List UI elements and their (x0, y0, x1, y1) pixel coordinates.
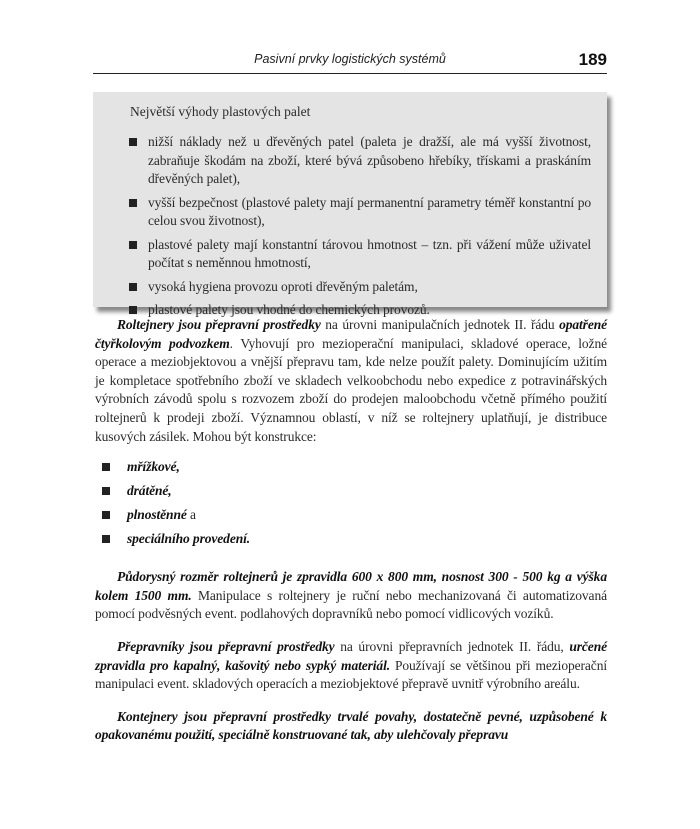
square-bullet-icon (102, 487, 110, 495)
bold-term: Půdorysný rozměr roltejnerů je zpravidla 600 x 800 mm, nosnost 300 - 500 kg a výška kolem 1500 mm. (95, 569, 607, 603)
square-bullet-icon (102, 463, 110, 471)
text: na úrovni manipulačních jednotek II. řádu (320, 317, 560, 332)
item-text: vysoká hygiena provozu oproti dřevěným paletám, (148, 278, 418, 294)
text: na úrovni přepravních jednotek II. řádu, (334, 638, 570, 654)
item-text: speciálního provedení. (127, 531, 251, 547)
box-title: Největší výhody plastových palet (130, 104, 311, 119)
body-text (95, 316, 607, 765)
header-rule (93, 73, 607, 74)
list-item (129, 278, 591, 297)
item-text: mřížkové, (127, 459, 180, 475)
advantages-box (93, 92, 607, 317)
list-item (129, 133, 591, 189)
list-item (102, 530, 607, 554)
advantages-list (129, 133, 591, 325)
square-bullet-icon (129, 241, 137, 249)
list-item (102, 458, 607, 482)
square-bullet-icon (102, 535, 110, 543)
item-suffix: a (186, 507, 196, 523)
bold-term: Kontejnery jsou přepravní prostředky trvalé povahy, dostatečně pevné, uzpůsobené k opakovanému použití, speciálně konstruované tak, aby ulehčovaly přepravu (95, 708, 607, 743)
list-item (102, 482, 607, 506)
list-item (102, 506, 607, 530)
square-bullet-icon (102, 511, 110, 519)
list-item (129, 236, 591, 273)
item-text: plastové palety mají konstantní tárovou hmotnost – tzn. při vážení může uživatel počítat s neměnnou hmotností, (148, 236, 591, 270)
paragraph-dimensions (95, 568, 607, 624)
bold-term: Roltejnery jsou přepravní prostředky (117, 317, 321, 332)
paragraph-kontejnery (95, 708, 607, 745)
item-text: vyšší bezpečnost (plastové palety mají permanentní parametry téměř konstantní po celou svou životnost), (148, 194, 591, 228)
square-bullet-icon (129, 199, 137, 207)
square-bullet-icon (129, 306, 137, 314)
item-text: plastové palety jsou vhodné do chemických provozů. (148, 302, 430, 317)
bold-term: opatřené čtyřkolovým podvozkem (95, 317, 608, 351)
bold-term: Přepravníky jsou přepravní prostředky (117, 638, 335, 654)
item-text: nižší náklady než u dřevěných patel (paleta je dražší, ale má vyšší životnost, zabraňuje škodám na zboží, které bývá způsobeno hřebíky, třískami a praskáním dřevěných palet), (148, 134, 591, 186)
item-text: drátěné, (127, 483, 172, 499)
list-item (129, 194, 591, 231)
running-header-title: Pasivní prvky logistických systémů (254, 52, 446, 66)
paragraph-prepravniky (95, 638, 607, 694)
item-text: plnostěnné (127, 507, 187, 523)
text: Manipulace s roltejnery je ruční nebo mechanizovaná či automatizovaná pomocí podvěsných event. podlahových dopravníků nebo pomocí vidlicových vozíků. (95, 587, 607, 622)
page-number: 189 (578, 50, 607, 69)
text: Používají se většinou při mezioperační manipulaci event. skladových operacích a meziobjektové přepravě uvnitř výrobního areálu. (95, 657, 607, 692)
text: . Vyhovují pro mezioperační manipulaci, skladové operace, ložné operace a meziobjektovou a vnější přepravu tam, kde nelze použít palety. Dominujícím užitím je kompletace spotřebního zboží ve skladech velkoobchodu nebo expedice z potravinářských výrobních závodů spolu s rozvozem zboží do prodejen maloobchodu včetně přímého použití roltejnerů k prodeji zboží. Významnou oblastí, v níž se roltejnery uplatňují, je distribuce kusových zásilek. Mohou být konstrukce: (95, 335, 607, 444)
square-bullet-icon (129, 283, 137, 291)
construction-list (102, 458, 607, 554)
bold-term: určené zpravidla pro kapalný, kašovitý nebo sypký materiál. (95, 638, 607, 673)
paragraph-roltejnery (95, 316, 607, 446)
square-bullet-icon (129, 138, 137, 146)
